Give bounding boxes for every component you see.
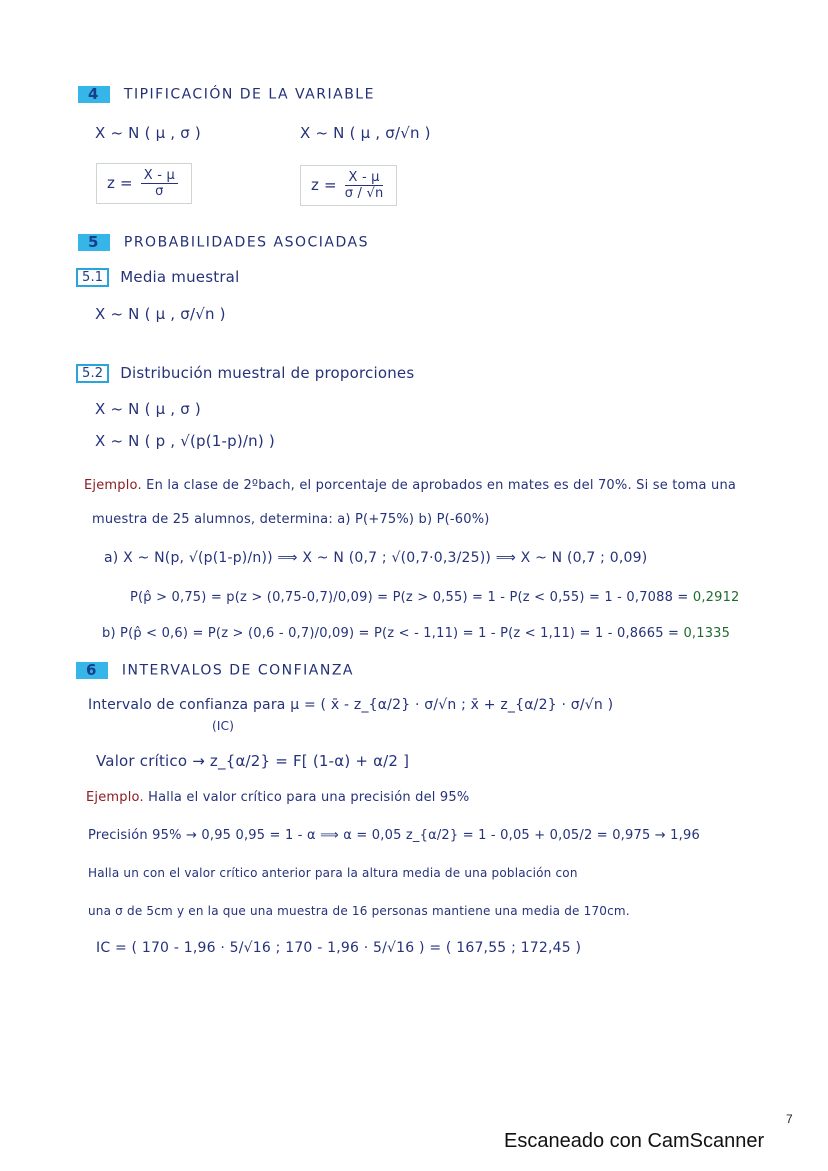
section-title: PROBABILIDADES ASOCIADAS [123, 234, 369, 251]
example-text: Halla el valor crítico para una precisión del 95% [148, 790, 470, 805]
section-title: INTERVALOS DE CONFIANZA [121, 662, 355, 679]
section-6-heading [76, 662, 354, 679]
z-lhs: z = [311, 176, 337, 194]
example-part-a-probability [130, 590, 740, 605]
section-5-heading [78, 234, 369, 251]
result-value: 0,1335 [683, 626, 731, 641]
formula-proportion: X ~ N ( p , √(p(1-p)/n) ) [95, 432, 275, 450]
scanner-watermark: Escaneado con CamScanner [504, 1130, 765, 1152]
example-text-line-1 [84, 478, 736, 493]
example-label: Ejemplo. [84, 478, 142, 493]
calculation: P(p̂ > 0,75) = p(z > (0,75-0,7)/0,09) = P(z > 0,55) = 1 - P(z < 0,55) = 1 - 0,7088 = [130, 590, 693, 605]
critical-value-calculation: Precisión 95% → 0,95 0,95 = 1 - α ⟹ α = 0,05 z_{α/2} = 1 - 0,05 + 0,05/2 = 0,975 → 1,96 [88, 828, 700, 843]
subsection-title: Media muestral [120, 268, 240, 286]
example-critical-value [86, 790, 469, 805]
subsection-5-1-heading [76, 268, 239, 287]
confidence-interval-definition: Intervalo de confianza para μ = ( x̄ - z_{α/2} · σ/√n ; x̄ + z_{α/2} · σ/√n ) [88, 697, 614, 713]
section-4-heading [78, 86, 375, 103]
example-text-line-2: muestra de 25 alumnos, determina: a) P(+75%) b) P(-60%) [92, 512, 490, 527]
z-score-formula-box [96, 163, 192, 204]
calculation: b) P(p̂ < 0,6) = P(z > (0,6 - 0,7)/0,09) = P(z < - 1,11) = 1 - P(z < 1,11) = 1 - 0,8665 = [102, 626, 684, 641]
numerator: X - μ [141, 168, 178, 184]
ic-abbreviation: (IC) [212, 719, 235, 733]
section-number-badge: 5 [78, 234, 110, 251]
denominator: σ [155, 184, 164, 199]
z-lhs: z = [107, 174, 133, 192]
example-label: Ejemplo. [86, 790, 144, 805]
subsection-number-badge: 5.2 [76, 364, 109, 383]
example-text: En la clase de 2ºbach, el porcentaje de aprobados en mates es del 70%. Si se toma una [146, 478, 737, 493]
formula-sample-mean-dist: X ~ N ( μ , σ/√n ) [300, 124, 431, 142]
example-2-line-1: Halla un con el valor crítico anterior para la altura media de una población con [88, 866, 578, 880]
confidence-interval-result: IC = ( 170 - 1,96 · 5/√16 ; 170 - 1,96 · 5/√16 ) = ( 167,55 ; 172,45 ) [96, 940, 582, 956]
formula-sample-mean: X ~ N ( μ , σ/√n ) [95, 305, 226, 323]
example-2-line-2: una σ de 5cm y en la que una muestra de 16 personas mantiene una media de 170cm. [88, 904, 630, 918]
example-part-b-probability [102, 626, 730, 641]
subsection-number-badge: 5.1 [76, 268, 109, 287]
result-value: 0,2912 [692, 590, 740, 605]
subsection-title: Distribución muestral de proporciones [120, 364, 415, 382]
section-number-badge: 6 [76, 662, 108, 679]
section-number-badge: 4 [78, 86, 110, 103]
formula-normal: X ~ N ( μ , σ ) [95, 400, 201, 418]
denominator: σ / √n [344, 186, 384, 201]
formula-normal-dist: X ~ N ( μ , σ ) [95, 124, 201, 142]
section-title: TIPIFICACIÓN DE LA VARIABLE [123, 86, 375, 103]
z-score-sample-formula-box [300, 165, 397, 206]
numerator: X - μ [345, 170, 384, 186]
page-number: 7 [786, 1112, 793, 1126]
fraction [345, 170, 384, 201]
fraction [141, 168, 178, 199]
critical-value-formula: Valor crítico → z_{α/2} = F[ (1-α) + α/2 ] [96, 752, 410, 770]
subsection-5-2-heading [76, 364, 414, 383]
example-part-a-distribution: a) X ~ N(p, √(p(1-p)/n)) ⟹ X ~ N (0,7 ; √(0,7·0,3/25)) ⟹ X ~ N (0,7 ; 0,09) [104, 550, 648, 566]
